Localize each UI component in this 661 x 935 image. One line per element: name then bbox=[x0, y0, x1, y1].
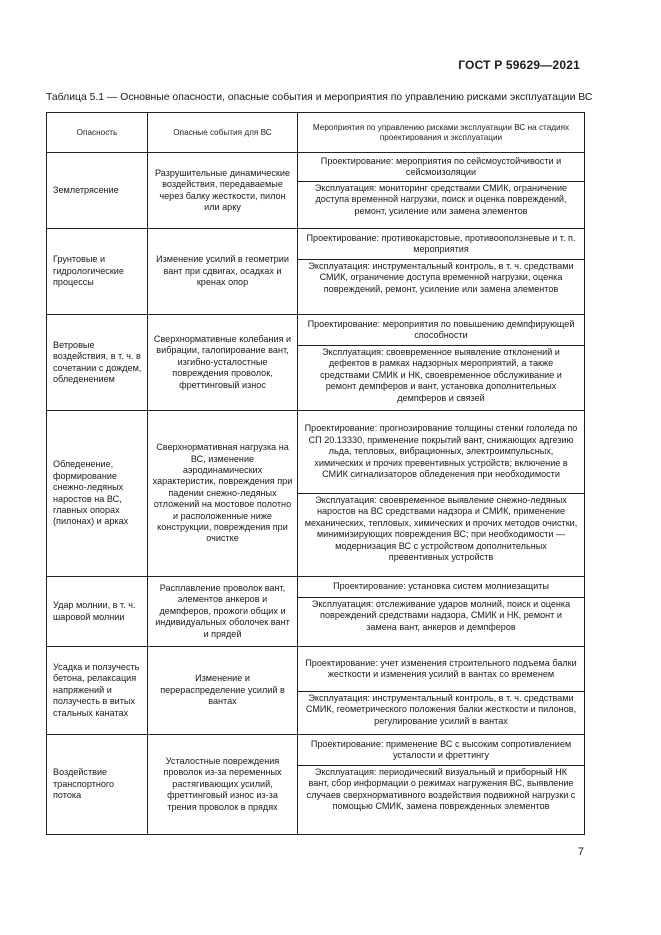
design-measure: Проектирование: применение ВС с высоким сопротивлением усталости и фреттингу bbox=[310, 738, 572, 760]
hazard-cell: Землетрясение bbox=[47, 153, 148, 229]
measures-cell bbox=[298, 315, 585, 411]
event-cell: Сверхнормативная нагрузка на ВС, изменение аэродинамических характеристик, повреждения при падении снежно-ледяных отложений на мостовое полотно и расположенные ниже конструкции, повреждения при очистке bbox=[148, 411, 298, 577]
design-measure: Проектирование: противокарстовые, противооползневые и т. п. мероприятия bbox=[306, 232, 576, 254]
measures-cell bbox=[298, 153, 585, 229]
event-cell: Сверхнормативные колебания и вибрации, галопирование вант, изгибно-усталостные повреждения проволок, фреттинговый износ bbox=[148, 315, 298, 411]
event-cell: Изменение усилий в геометрии вант при сдвигах, осадках и кренах опор bbox=[148, 229, 298, 315]
operation-measure: Эксплуатация: своевременное выявление отклонений и дефектов в рамках надзорных мероприятий, а также средствами СМИК и НК, своевременное обслуживание и ремонт демпферов и вант, установка дополнительных демпферов и связей bbox=[298, 345, 584, 405]
hazard-cell: Обледенение, формирование снежно-ледяных наростов на ВС, главных опорах (пилонах) и арках bbox=[47, 411, 148, 577]
header-measures: Мероприятия по управлению рисками эксплуатации ВС на стадиях проектирования и эксплуатации bbox=[298, 113, 585, 153]
table-row bbox=[47, 647, 585, 735]
table-row bbox=[47, 735, 585, 835]
design-measure: Проектирование: учет изменения строительного подъема балки жесткости и изменения усилий в вантах со временем bbox=[305, 657, 577, 679]
hazard-cell: Грунтовые и гидрологические процессы bbox=[47, 229, 148, 315]
measures-cell bbox=[298, 411, 585, 577]
measures-cell bbox=[298, 735, 585, 835]
header-event: Опасные события для ВС bbox=[148, 113, 298, 153]
design-measure: Проектирование: мероприятия по повышению демпфирующей способности bbox=[307, 318, 575, 340]
measures-cell bbox=[298, 577, 585, 647]
risk-table bbox=[46, 112, 585, 835]
operation-measure: Эксплуатация: инструментальный контроль, в т. ч. средствами СМИК, геометрического положения балки жесткости и пилонов, регулирование усилий в вантах bbox=[298, 691, 584, 728]
table-caption: Таблица 5.1 — Основные опасности, опасные события и мероприятия по управлению рисками эксплуатации ВС bbox=[46, 92, 593, 103]
event-cell: Усталостные повреждения проволок из-за переменных растягивающих усилий, фреттинговый износ из-за трения проволок в прядях bbox=[148, 735, 298, 835]
hazard-cell: Воздействие транспортного потока bbox=[47, 735, 148, 835]
design-measure: Проектирование: мероприятия по сейсмоустойчивости и сейсмоизоляции bbox=[320, 155, 562, 177]
design-measure: Проектирование: прогнозирование толщины стенки гололеда по СП 20.13330, применение покрытий вант, снижающих адгезию льда, тепловых, вибрационных, электроимпульсных, химических и прочих превентивных устройств; включение в СМИК сигнализаторов обледенения при необходимости bbox=[304, 423, 578, 480]
event-cell: Расплавление проволок вант, элементов анкеров и демпферов, прожоги общих и индивидуальных оболочек вант и прядей bbox=[148, 577, 298, 647]
operation-measure: Эксплуатация: инструментальный контроль, в т. ч. средствами СМИК, ограничение доступа временной нагрузки, оценка повреждений, ремонт, усиление или замена элементов bbox=[298, 259, 584, 296]
table-row bbox=[47, 153, 585, 229]
header-hazard: Опасность bbox=[47, 113, 148, 153]
operation-measure: Эксплуатация: периодический визуальный и приборный НК вант, сбор информации о режимах нагружения ВС, выявление случаев сверхнормативного воздействия подвижной нагрузки с помощью СМИК, замена поврежденных элементов bbox=[298, 765, 584, 814]
event-cell: Изменение и перераспределение усилий в вантах bbox=[148, 647, 298, 735]
operation-measure: Эксплуатация: отслеживание ударов молний, поиск и оценка повреждений средствами надзора, СМИК и НК, ремонт и замена вант, анкеров и демпферов bbox=[298, 597, 584, 634]
hazard-cell: Удар молнии, в т. ч. шаровой молнии bbox=[47, 577, 148, 647]
event-cell: Разрушительные динамические воздействия, передаваемые через балку жесткости, пилон или арку bbox=[148, 153, 298, 229]
page-number: 7 bbox=[577, 846, 584, 858]
table-row bbox=[47, 577, 585, 647]
operation-measure: Эксплуатация: своевременное выявление снежно-ледяных наростов на ВС средствами надзора и СМИК, применение механических, тепловых, химических и прочих методов очистки, минимизирующих повреждения ВС; при необходимости — модернизация ВС с устройством дополнительных превентивных устройств bbox=[298, 493, 584, 564]
standard-number: ГОСТ Р 59629—2021 bbox=[458, 58, 580, 72]
design-measure: Проектирование: установка систем молниезащиты bbox=[333, 581, 549, 592]
operation-measure: Эксплуатация: мониторинг средствами СМИК, ограничение доступа временной нагрузки, поиск и оценка повреждений, ремонт, усиление или замена элементов bbox=[298, 181, 584, 218]
measures-cell bbox=[298, 647, 585, 735]
table-header-row bbox=[47, 113, 585, 153]
table-row bbox=[47, 229, 585, 315]
table-row bbox=[47, 411, 585, 577]
hazard-cell: Ветровые воздействия, в т. ч. в сочетании с дождем, обледенением bbox=[47, 315, 148, 411]
hazard-cell: Усадка и ползучесть бетона, релаксация напряжений и ползучесть в витых стальных канатах bbox=[47, 647, 148, 735]
measures-cell bbox=[298, 229, 585, 315]
table-row bbox=[47, 315, 585, 411]
